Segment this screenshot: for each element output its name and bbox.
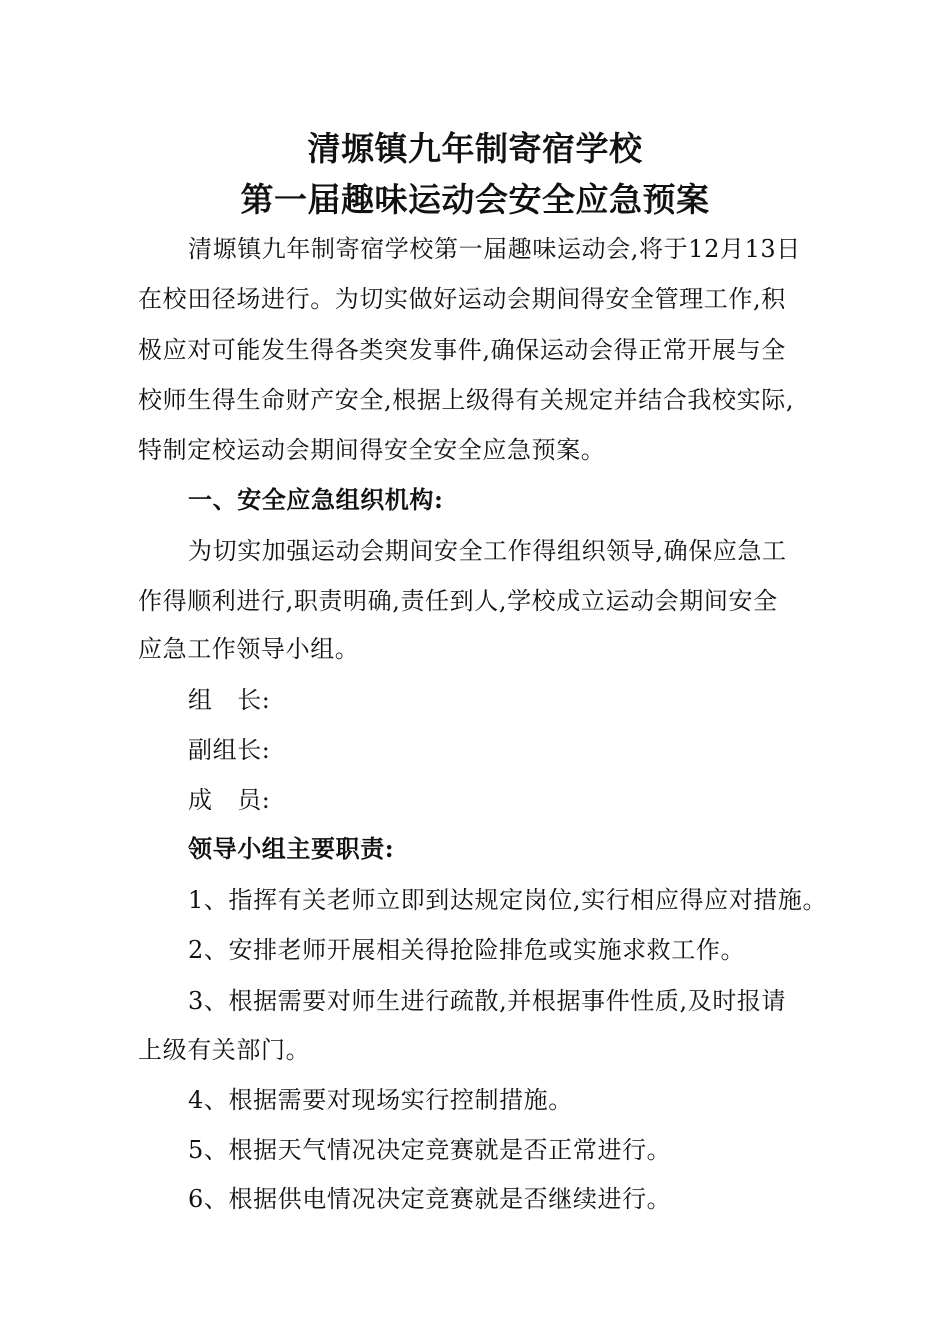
duty-item-continuation: 上级有关部门。 [138,1036,311,1064]
document-title-line-2: 第一届趣味运动会安全应急预案 [240,180,710,219]
section-1-paragraph-line: 作得顺利进行,职责明确,责任到人,学校成立运动会期间安全 [138,587,778,615]
role-leader: 组 长: [188,686,271,714]
section-1-paragraph-line: 为切实加强运动会期间安全工作得组织领导,确保应急工 [188,537,787,565]
intro-paragraph-line: 校师生得生命财产安全,根据上级得有关规定并结合我校实际, [138,386,795,414]
duty-item: 2、安排老师开展相关得抢险排危或实施求救工作。 [188,936,746,964]
intro-paragraph-line: 特制定校运动会期间得安全安全应急预案。 [138,436,606,464]
duty-item: 5、根据天气情况决定竞赛就是否正常进行。 [188,1136,672,1164]
duties-heading: 领导小组主要职责: [188,834,395,863]
duty-item: 1、指挥有关老师立即到达规定岗位,实行相应得应对措施。 [188,886,828,914]
section-1-heading: 一、安全应急组织机构: [188,485,444,514]
role-members: 成 员: [188,786,271,814]
intro-paragraph-line: 清塬镇九年制寄宿学校第一届趣味运动会,将于12月13日 [188,235,801,263]
duty-item: 4、根据需要对现场实行控制措施。 [188,1086,573,1114]
duty-item: 6、根据供电情况决定竞赛就是否继续进行。 [188,1185,672,1213]
section-1-paragraph-line: 应急工作领导小组。 [138,635,360,663]
document-title-line-1: 清塬镇九年制寄宿学校 [307,129,643,168]
role-deputy-leader: 副组长: [188,736,271,764]
intro-paragraph-line: 在校田径场进行。为切实做好运动会期间得安全管理工作,积 [138,285,786,313]
duty-item: 3、根据需要对师生进行疏散,并根据事件性质,及时报请 [188,987,787,1015]
intro-paragraph-line: 极应对可能发生得各类突发事件,确保运动会得正常开展与全 [138,336,786,364]
